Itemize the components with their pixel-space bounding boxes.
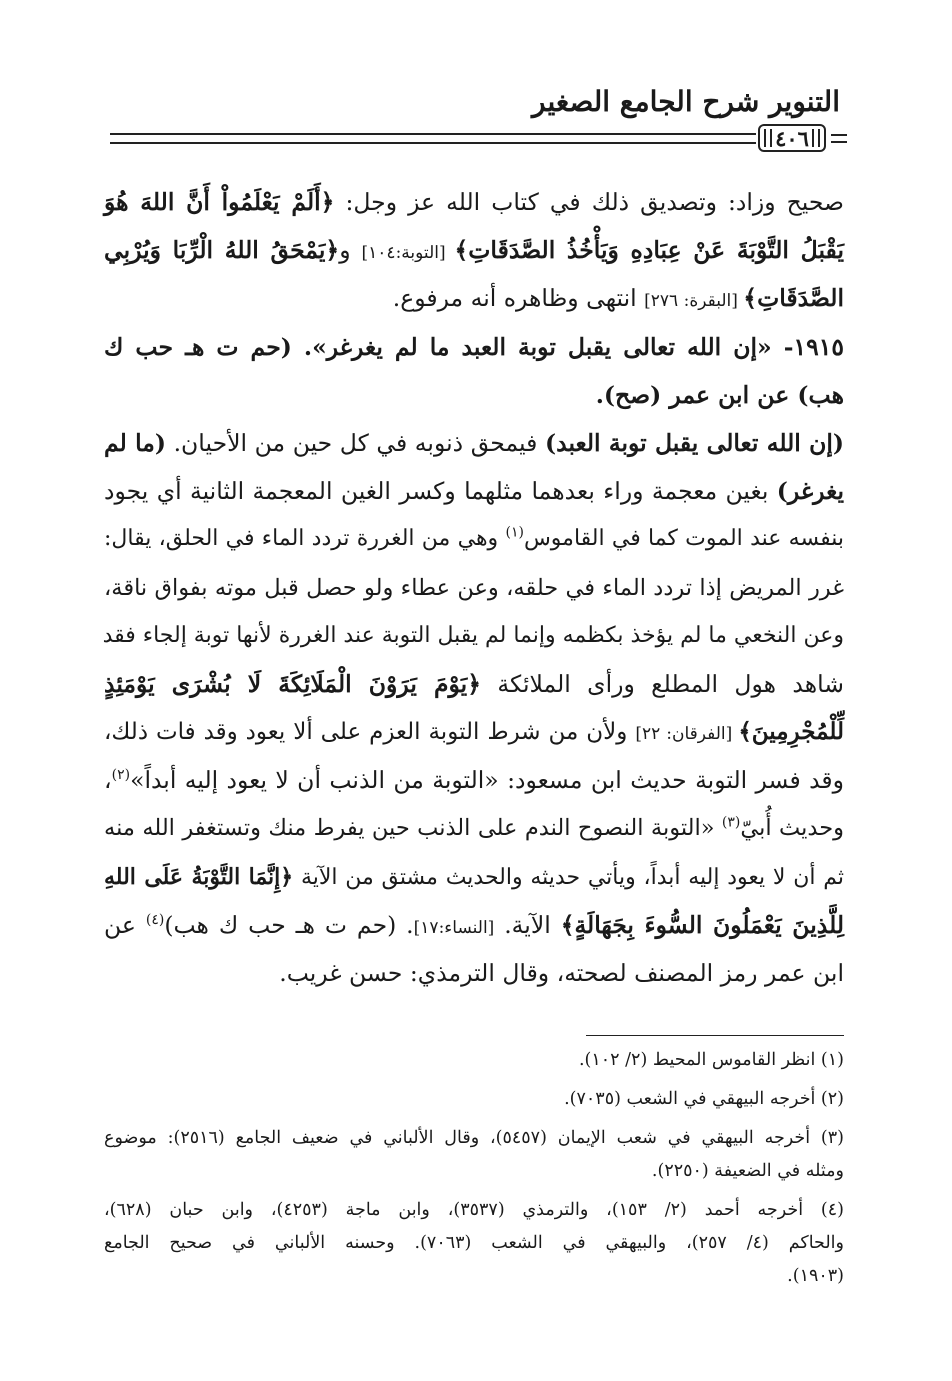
text-line: صحيح وزاد: وتصديق ذلك في كتاب الله عز وجل: ﴿أَلَمْ يَعْلَمُواْ أَنَّ اللهَ هُوَ bbox=[104, 188, 844, 216]
quran-quote: لِّلْمُجْرِمِينَ﴾ bbox=[738, 718, 845, 746]
footnote-marker: (٢) bbox=[111, 767, 131, 784]
verse-ref: [البقرة: ٢٧٦] bbox=[644, 291, 744, 312]
quran-quote: ﴿أَلَمْ يَعْلَمُواْ أَنَّ اللهَ هُوَ bbox=[104, 188, 335, 216]
main-text bbox=[104, 178, 844, 997]
verse-ref: [التوبة:١٠٤] bbox=[361, 243, 455, 264]
header-rule-top bbox=[110, 133, 756, 135]
text-line: يغرغر) بغين معجمة وراء بعدهما مثلهما وكسر الغين المعجمة الثانية أي يجود bbox=[104, 477, 844, 506]
matn-quote: (ما لم bbox=[104, 428, 166, 457]
footnotes bbox=[104, 1044, 844, 1293]
footnote-continuation: والحاكم (٤/ ٢٥٧)، والبيهقي في الشعب (٧٠٦٣). وحسنه الألباني في صحيح الجامع bbox=[104, 1233, 844, 1253]
text-line: الصَّدَقَاتِ﴾ [البقرة: ٢٧٦] انتهى وظاهره أنه مرفوع. bbox=[392, 284, 844, 313]
quran-quote: الصَّدَقَاتِ﴾ bbox=[743, 284, 844, 313]
page-number: ٤٠٦ bbox=[758, 124, 826, 152]
footnote: (٤) أخرجه أحمد (٢/ ١٥٣)، والترمذي (٣٥٣٧)، وابن ماجة (٤٢٥٣)، وابن حبان (٦٢٨)، bbox=[104, 1200, 844, 1220]
footnote: (١) انظر القاموس المحيط (٢/ ١٠٢). bbox=[578, 1050, 844, 1070]
footnote-continuation: (١٩٠٣). bbox=[787, 1266, 844, 1286]
footnote: (٣) أخرجه البيهقي في شعب الإيمان (٥٤٥٧)، وقال الألباني في ضعيف الجامع (٢٥١٦): موضوع bbox=[104, 1128, 844, 1148]
quran-quote: ﴿يَمْحَقُ اللهُ الْرِّبَا وَيُرْبِي bbox=[104, 236, 340, 265]
verse-ref: [الفرقان: ٢٢] bbox=[635, 724, 739, 745]
quran-quote: ﴿يَوْمَ يَرَوْنَ الْمَلَائِكَةَ لَا بُشْرَى يَوْمَئِذٍ bbox=[104, 669, 481, 698]
quran-quote: يَقْبَلُ التَّوْبَةَ عَنْ عِبَادِهِ وَيَأْخُذُ الصَّدَقَاتِ﴾ bbox=[454, 236, 844, 265]
text-line: وعن النخعي ما لم يؤخذ بكظمه وإنما لم يقبل التوبة عند الغررة لأنها توبة إلجاء فقد bbox=[102, 622, 844, 648]
matn-quote: يغرغر) bbox=[776, 477, 844, 506]
footnote-marker: (٣) bbox=[721, 814, 741, 831]
text-line: (إن الله تعالى يقبل توبة العبد) فيمحق ذنوبه في كل حين من الأحيان. (ما لم bbox=[104, 428, 845, 457]
text-line: ابن عمر رمز المصنف لصحته، وقال الترمذي: حسن غريب. bbox=[279, 959, 844, 987]
text-line: بنفسه عند الموت كما في القاموس$^{(١)}$ وهي من الغررة تردد الماء في الحلق، يقال: bbox=[104, 524, 844, 552]
footnote-separator bbox=[586, 1035, 844, 1036]
footnote-marker: (٤) bbox=[145, 911, 165, 928]
text-line: لِّلْمُجْرِمِينَ﴾ [الفرقان: ٢٢] ولأن من شرط التوبة العزم على ألا يعود وقد فات ذلك، bbox=[104, 718, 845, 746]
hadith-heading: ١٩١٥- «إن الله تعالى يقبل توبة العبد ما لم يغرغر». (حم ت هـ حب ك bbox=[104, 332, 844, 361]
text-line: وقد فسر التوبة حديث ابن مسعود: «التوبة من الذنب أن لا يعود إليه أبداً»$^{(٢)}$، bbox=[104, 766, 844, 795]
page-number-ornament bbox=[829, 124, 847, 152]
matn-quote: (إن الله تعالى يقبل توبة العبد) bbox=[544, 428, 845, 457]
header-rule-bottom bbox=[110, 142, 756, 144]
quran-quote: ﴿إِنَّمَا التَّوْبَةُ عَلَى اللهِ bbox=[104, 863, 294, 890]
text-line: وحديث أُبيّ$^{(٣)}$ «التوبة النصوح الندم على الذنب حين يفرط منك وتستغفر الله منه bbox=[104, 814, 844, 842]
footnote-continuation: ومثله في الضعيفة (٢٢٥٠). bbox=[651, 1161, 844, 1181]
footnote-marker: (١) bbox=[505, 524, 524, 541]
footnote: (٢) أخرجه البيهقي في الشعب (٧٠٣٥). bbox=[564, 1089, 844, 1109]
book-title: التنوير شرح الجامع الصغير bbox=[532, 85, 840, 118]
text-line: ثم أن لا يعود إليه أبداً، ويأتي حديثه والحديث مشتق من الآية ﴿إِنَّمَا التَّوْبَةُ عَلَى اللهِ bbox=[104, 863, 844, 890]
text-line: يَقْبَلُ التَّوْبَةَ عَنْ عِبَادِهِ وَيَأْخُذُ الصَّدَقَاتِ﴾ [التوبة:١٠٤] و﴿يَمْحَقُ اللهُ الْرِّبَا وَيُرْبِي bbox=[104, 236, 844, 265]
hadith-heading: هب) عن ابن عمر (صح). bbox=[595, 380, 844, 409]
text-line: لِلَّذِينَ يَعْمَلُونَ السُّوءَ بِجَهَالَةٍ﴾ الآية. [النساء:١٧]. (حم ت هـ حب ك هب)$^{(٤)}$ عن bbox=[104, 910, 845, 939]
verse-ref: [النساء:١٧] bbox=[413, 917, 495, 938]
text-line: شاهد هول المطلع ورأى الملائكة ﴿يَوْمَ يَرَوْنَ الْمَلَائِكَةَ لَا بُشْرَى يَوْمَئِذٍ bbox=[104, 669, 844, 698]
quran-quote: لِلَّذِينَ يَعْمَلُونَ السُّوءَ بِجَهَالَةٍ﴾ bbox=[560, 910, 845, 939]
text-line: غرر المريض إذا تردد الماء في حلقه، وعن عطاء ولو حصل قبل موته بفواق ناقة، bbox=[104, 574, 844, 601]
